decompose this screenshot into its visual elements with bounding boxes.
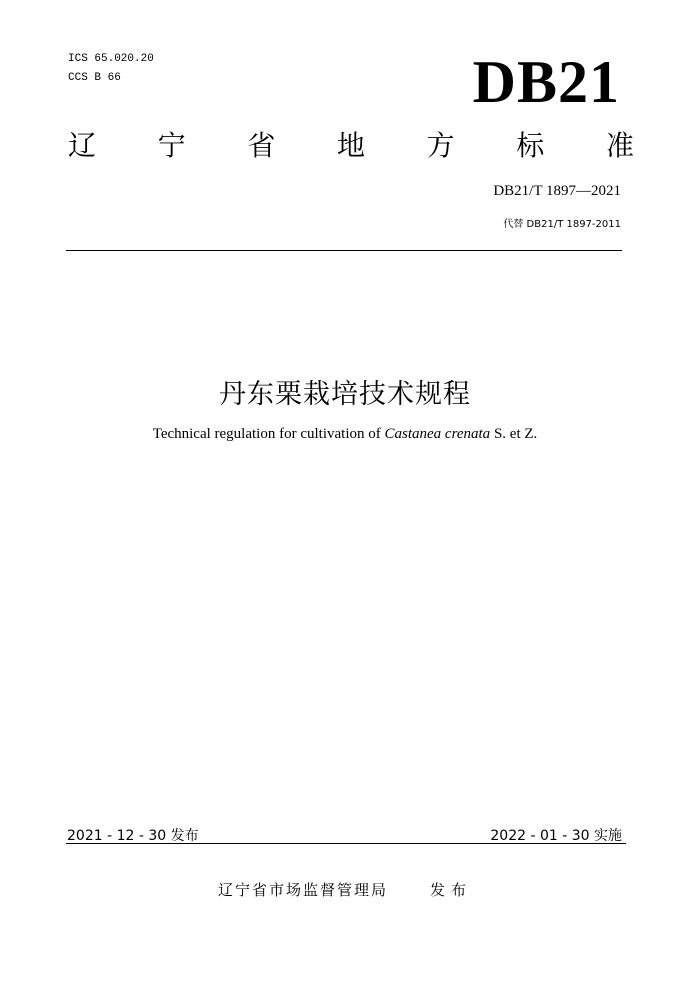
standard-type-heading — [68, 129, 634, 162]
ics-code: ICS 65.020.20 — [68, 53, 154, 65]
standard-number: DB21/T 1897—2021 — [493, 183, 621, 199]
standard-type-char: 地 — [336, 129, 365, 162]
title-english-prefix: Technical regulation for cultivation of — [152, 426, 385, 442]
ccs-code: CCS B 66 — [68, 72, 121, 84]
bottom-divider — [66, 843, 626, 844]
standard-type-char: 省 — [247, 129, 276, 162]
title-chinese: 丹东栗栽培技术规程 — [219, 379, 471, 410]
title-english-suffix: S. et Z. — [490, 426, 538, 442]
publish-date: 2021 - 12 - 30 发布 — [67, 828, 199, 844]
standard-type-char: 宁 — [157, 129, 186, 162]
issuer-name: 辽宁省市场监督管理局 — [218, 881, 389, 899]
replaces-standard: 代替 DB21/T 1897-2011 — [503, 219, 621, 230]
db21-logo: DB21 — [472, 49, 620, 115]
standard-type-char: 标 — [516, 129, 545, 162]
implementation-date: 2022 - 01 - 30 实施 — [490, 828, 622, 844]
issuer-action: 发布 — [430, 881, 473, 899]
top-divider — [66, 250, 622, 251]
title-english — [0, 426, 690, 443]
standard-type-char: 准 — [605, 129, 634, 162]
title-english-species: Castanea crenata — [384, 426, 491, 442]
standard-type-char: 辽 — [68, 129, 97, 162]
standard-type-char: 方 — [426, 129, 455, 162]
